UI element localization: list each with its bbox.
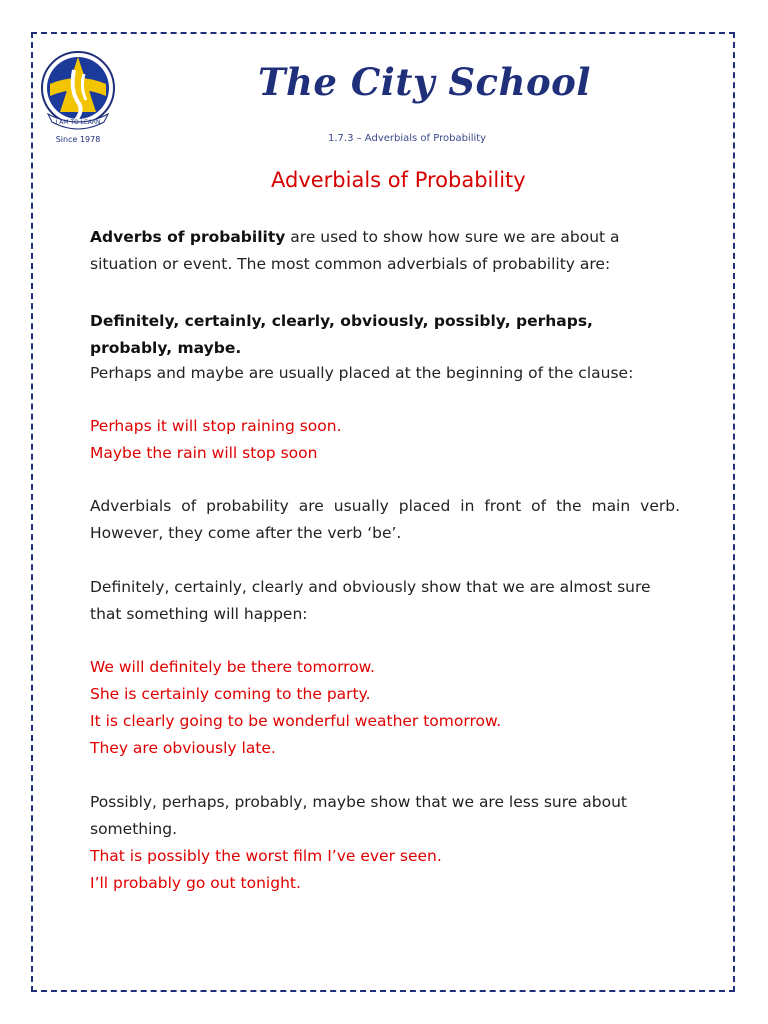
example-line: They are obviously late. [90,739,276,757]
example-line: It is clearly going to be wonderful weather tomorrow. [90,712,502,730]
adverb-list: Definitely, certainly, clearly, obviously, possibly, perhaps, probably, maybe. [90,312,593,357]
example-line: Maybe the rain will stop soon [90,444,318,462]
perhaps-rule: Perhaps and maybe are usually placed at the beginning of the clause: [90,364,634,382]
intro-paragraph [90,224,680,278]
less-sure-rule: Possibly, perhaps, probably, maybe show that we are less sure about something. [90,793,627,838]
placement-rule: Adverbials of probability are usually placed in front of the main verb. However, they come after the verb ‘be’. [90,497,680,542]
example-line: She is certainly coming to the party. [90,685,371,703]
intro-bold-term: Adverbs of probability [90,228,286,246]
logo-since: Since 1978 [55,135,101,144]
examples-group-1 [90,413,680,467]
example-line: I’ll probably go out tonight. [90,874,301,892]
school-name: The City School [258,60,591,104]
intro-text: are used to show how sure we are about a situation or event. The most common adverbials of probability are: [90,228,620,273]
example-line: We will definitely be there tomorrow. [90,658,375,676]
page-heading: Adverbials of Probability [271,168,526,192]
example-line: Perhaps it will stop raining soon. [90,417,342,435]
example-line: That is possibly the worst film I’ve ever seen. [90,847,442,865]
school-logo [40,50,116,148]
logo-motto: I AM TO LEARN [55,119,101,126]
lesson-subtitle: 1.7.3 – Adverbials of Probability [328,133,487,144]
examples-group-2 [90,654,680,762]
examples-group-3 [90,843,680,897]
sure-rule: Definitely, certainly, clearly and obviously show that we are almost sure that something will happen: [90,578,651,623]
